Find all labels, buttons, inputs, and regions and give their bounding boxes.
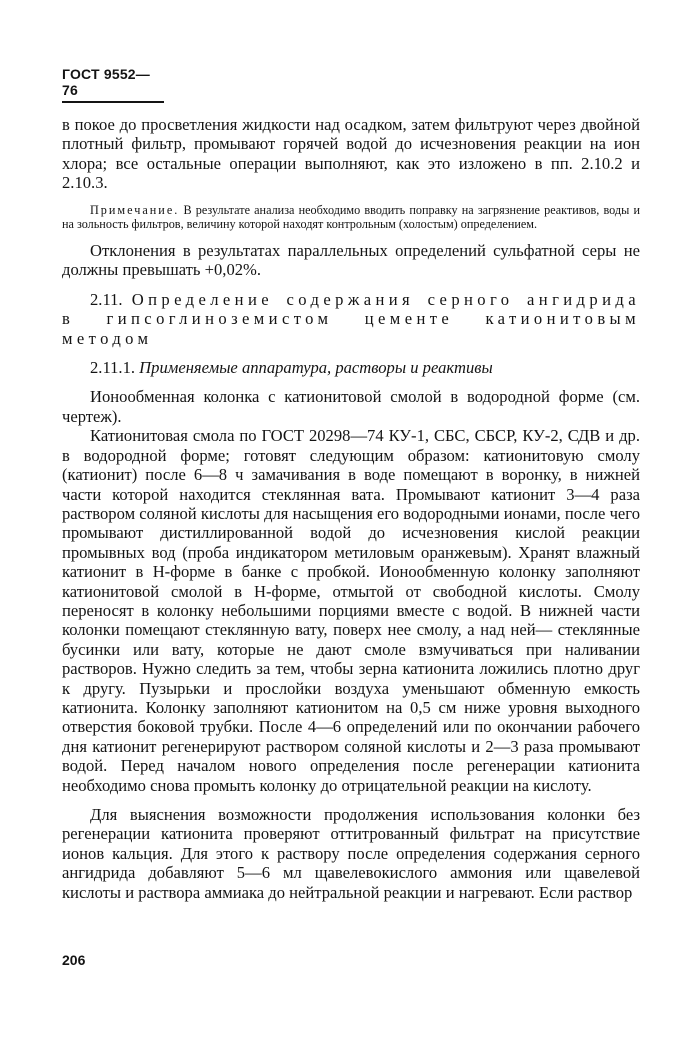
paragraph-check: Для выяснения возможности продолжения использования колонки без регенерации катионита проверяют оттитрованный фильтрат на присутствие ионов кальция. Для этого к раствору после определения содержания серного ангидрида добавляют 5—6 мл щавелевокислого аммония или щавелевой кислоты и раствора аммиака до нейтральной реакции и нагревают. Если раствор [62,805,640,902]
paragraph-cation-resin: Катионитовая смола по ГОСТ 20298—74 КУ-1, СБС, СБСР, КУ-2, СДВ и др. в водородной форме; готовят следующим образом: катионитовую смолу (катионит) после 6—8 ч замачивания в воде помещают в воронку, в нижней части которой находится стеклянная вата. Промывают катионит 3—4 раза раствором соляной кислоты для насыщения его водородными ионами, после чего промывают дистиллированной водой до исчезновения кислой реакции промывных вод (проба индикатором метиловым оранжевым). Хранят влажный катионит в Н-форме в банке с пробкой. Ионообменную колонку заполняют катионитовой смолой в Н-форме, отмытой от свободной кислоты. Смолу переносят в колонку небольшими порциями вместе с водой. В нижней части колонки помещают стеклянную вату, поверх нее смолу, а над ней— стеклянные бусинки или вату, которые не дают смоле взмучиваться при наливании растворов. Нужно следить за тем, чтобы зерна катионита ложились плотно друг к другу. Пузырьки и прослойки воздуха уменьшают обменную емкость катионита. Колонку заполняют катионитом на 0,5 см ниже уровня выходного отверстия боковой трубки. После 4—6 определений или по окончании рабочего дня катионит регенерируют раствором соляной кислоты и 2—3 раза промывают водой. Перед началом нового определения после регенерации катионита необходимо снова промыть колонку до отрицательной реакции на кислоту. [62,426,640,795]
note-label: Примечание. [90,202,180,217]
note-text: В результате анализа необходимо вводить поправку на загрязнение реактивов, воды и на зольность фильтров, величину которой находят контрольным (холостым) определением. [62,202,640,231]
subsection-title: Применяемые аппаратура, растворы и реактивы [139,358,493,378]
subsection-heading-2-11-1 [62,358,640,377]
page-number: 206 [62,952,86,968]
section-number: 2.11. [90,289,132,309]
section-title: Определение содержания серного ангидрида в гипсоглиноземистом цементе катионитовым методом [62,289,640,348]
subsection-number: 2.11.1. [90,358,140,378]
document-page [62,66,640,902]
paragraph-deviation: Отклонения в результатах параллельных определений сульфатной серы не должны превышать +0,02%. [62,241,640,280]
paragraph-column: Ионообменная колонка с катионитовой смолой в водородной форме (см. чертеж). [62,387,640,426]
note-block [62,203,640,231]
section-heading-2-11 [62,290,640,348]
paragraph-continuation: в покое до просветления жидкости над осадком, затем фильтруют через двойной плотный фильтр, промывают горячей водой до исчезновения реакции на ион хлора; все остальные операции выполняют, как это изложено в пп. 2.10.2 и 2.10.3. [62,115,640,193]
standard-code-header: ГОСТ 9552—76 [62,66,164,103]
